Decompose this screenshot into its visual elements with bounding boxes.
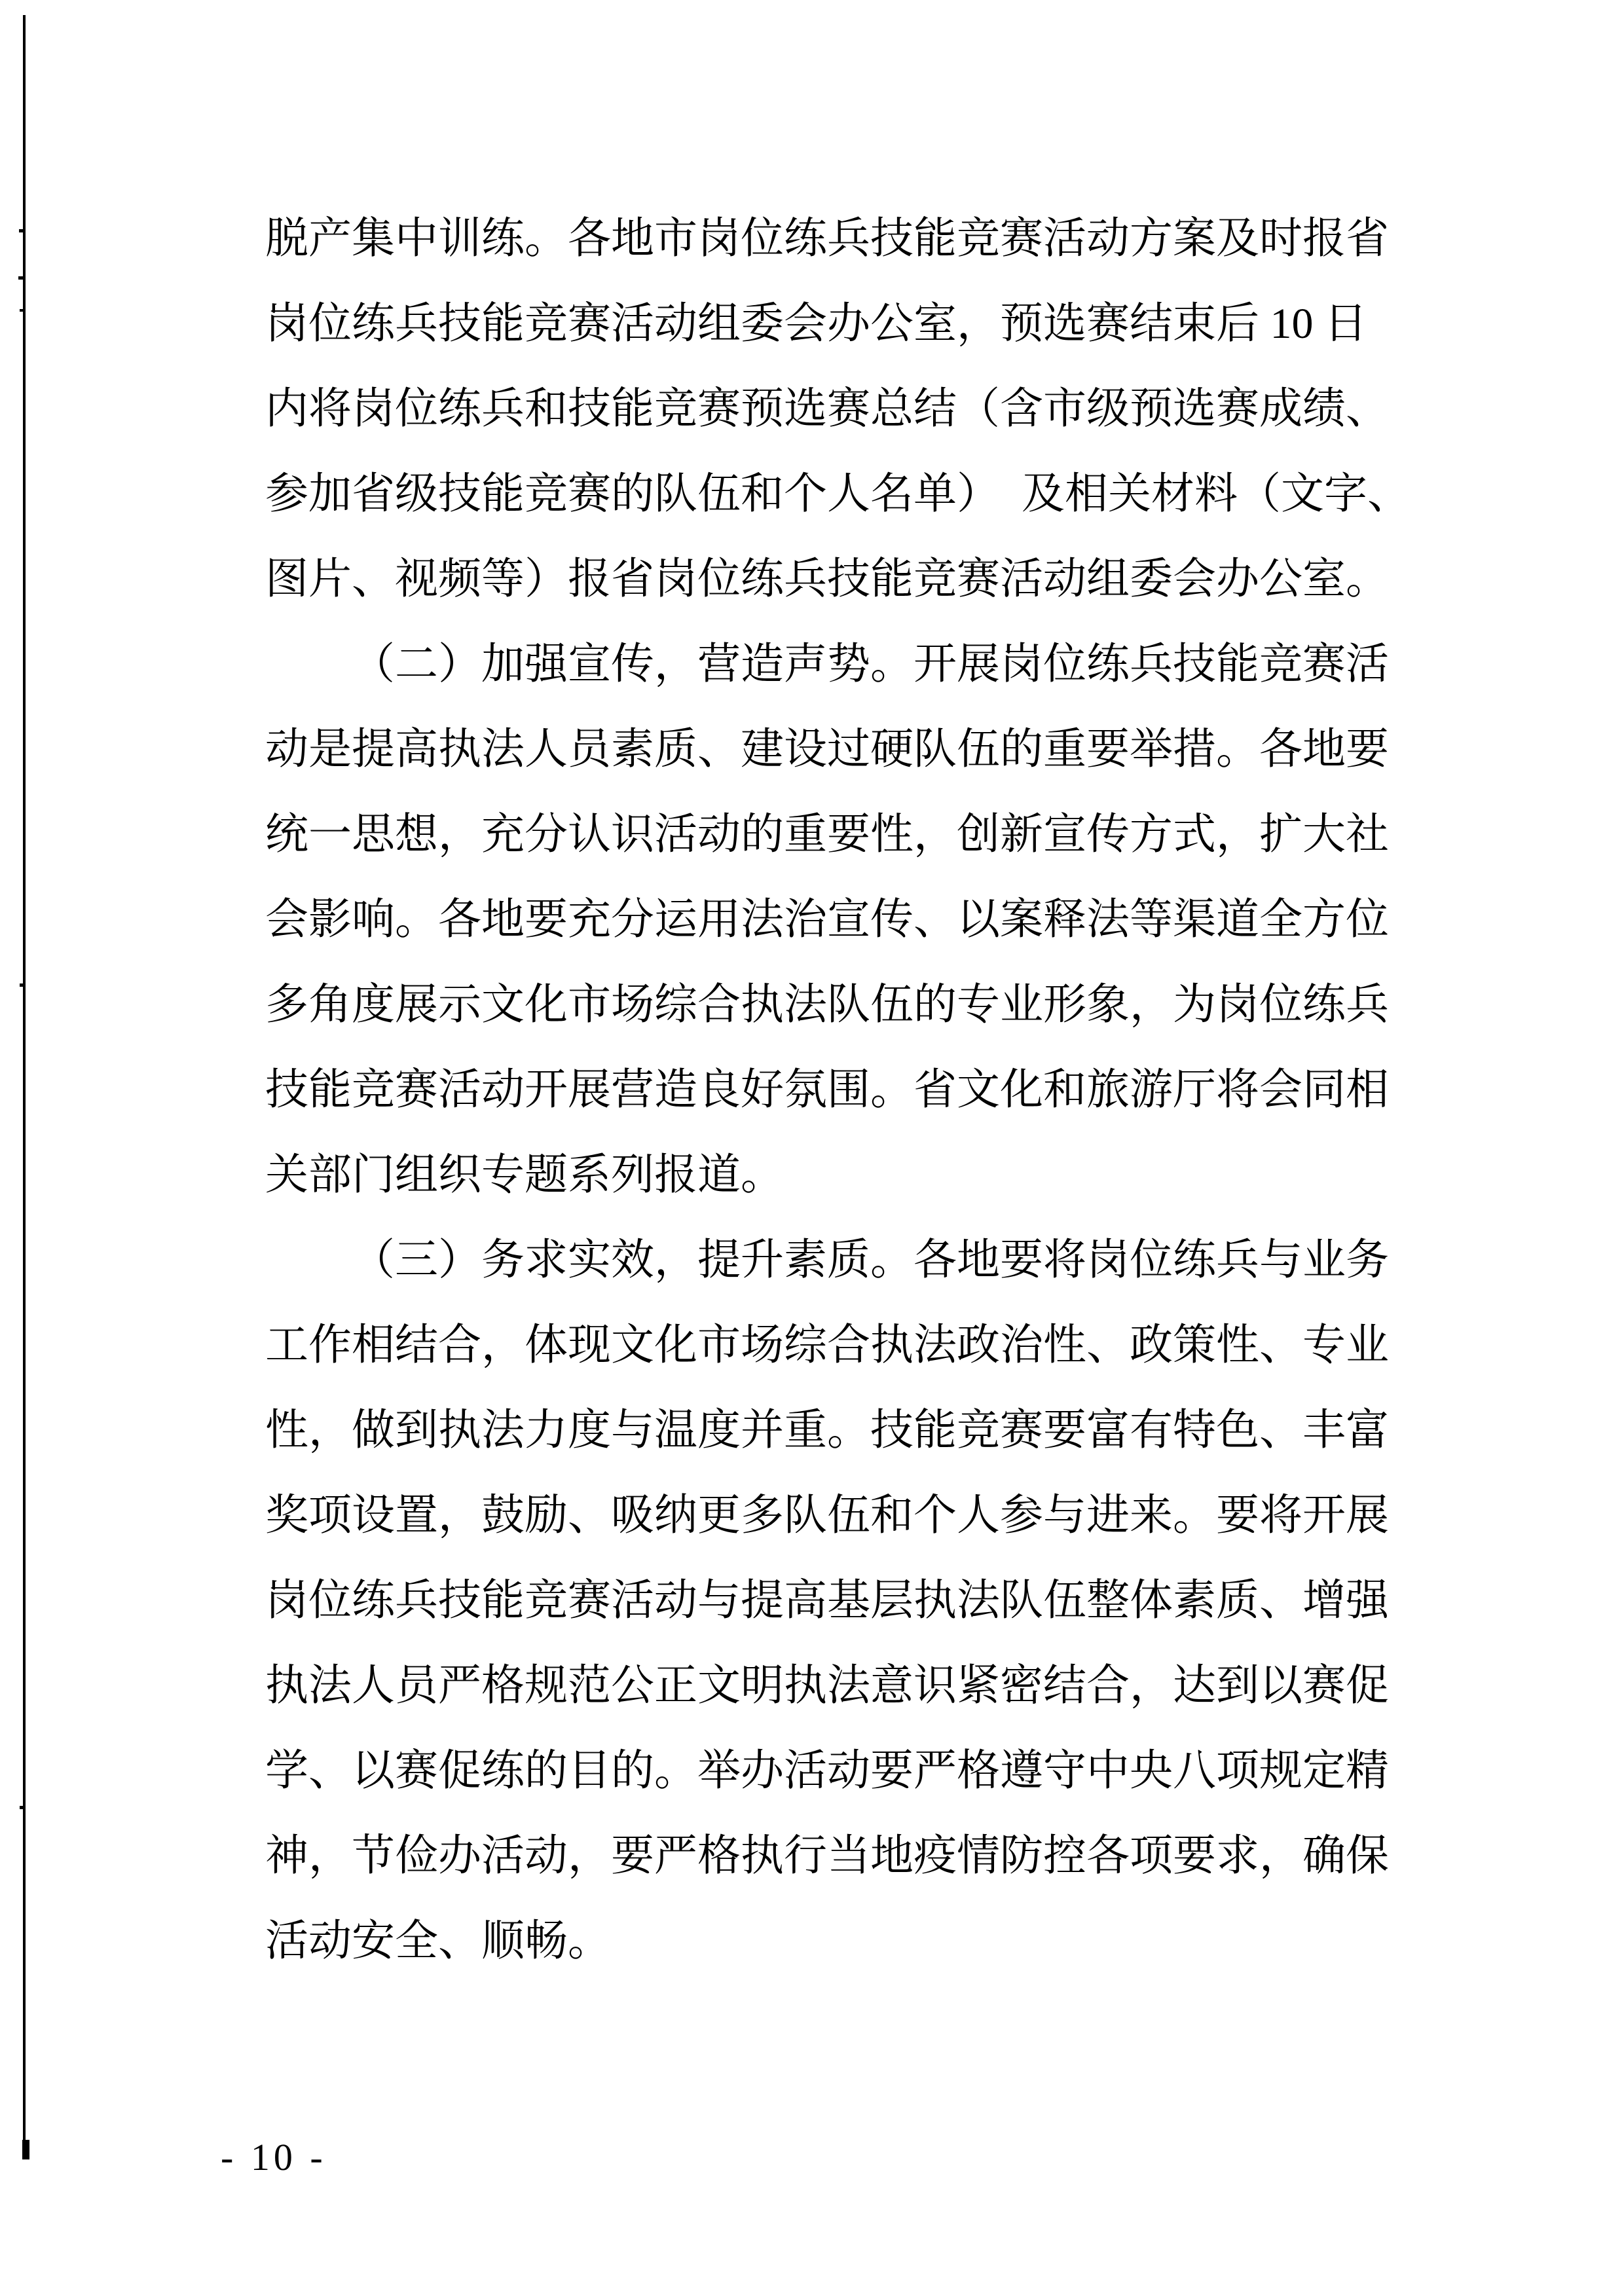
text-line: （二）加强宣传，营造声势。开展岗位练兵技能竞赛活 xyxy=(352,640,1389,688)
text-line: 动是提高执法人员素质、建设过硬队伍的重要举措。各地要 xyxy=(265,725,1389,773)
page-number: - 10 - xyxy=(221,2136,327,2178)
text-line: 多角度展示文化市场综合执法队伍的专业形象，为岗位练兵 xyxy=(265,981,1389,1029)
text-line: 关部门组织专题系列报道。 xyxy=(265,1151,784,1199)
text-line: （三）务求实效，提升素质。各地要将岗位练兵与业务 xyxy=(352,1236,1389,1284)
text-line: 性，做到执法力度与温度并重。技能竞赛要富有特色、丰富 xyxy=(265,1406,1389,1454)
scan-noise xyxy=(19,229,24,232)
left-margin-rule xyxy=(23,15,26,2157)
text-line: 图片、视频等）报省岗位练兵技能竞赛活动组委会办公室。 xyxy=(265,555,1389,603)
scan-noise xyxy=(20,983,24,987)
text-line: 执法人员严格规范公正文明执法意识紧密结合，达到以赛促 xyxy=(265,1662,1389,1710)
text-line: 脱产集中训练。各地市岗位练兵技能竞赛活动方案及时报省 xyxy=(265,215,1389,263)
text-line: 神，节俭办活动，要严格执行当地疫情防控各项要求，确保 xyxy=(265,1832,1389,1880)
scan-noise xyxy=(18,276,24,280)
text-line: 奖项设置，鼓励、吸纳更多队伍和个人参与进来。要将开展 xyxy=(265,1492,1389,1539)
text-line: 活动安全、顺畅。 xyxy=(265,1917,611,1965)
text-line: 统一思想，充分认识活动的重要性，创新宣传方式，扩大社 xyxy=(265,811,1389,858)
text-line: 参加省级技能竞赛的队伍和个人名单） 及相关材料（文字、 xyxy=(265,470,1411,518)
text-line: 内将岗位练兵和技能竞赛预选赛总结（含市级预选赛成绩、 xyxy=(265,385,1389,433)
scan-noise xyxy=(22,2140,29,2159)
text-line: 会影响。各地要充分运用法治宣传、以案释法等渠道全方位 xyxy=(265,896,1389,944)
text-line: 技能竞赛活动开展营造良好氛围。省文化和旅游厅将会同相 xyxy=(265,1066,1389,1114)
text-line: 岗位练兵技能竞赛活动与提高基层执法队伍整体素质、增强 xyxy=(265,1577,1389,1625)
scan-noise xyxy=(20,1806,24,1809)
text-line: 工作相结合，体现文化市场综合执法政治性、政策性、专业 xyxy=(265,1321,1389,1369)
text-line: 岗位练兵技能竞赛活动组委会办公室，预选赛结束后 10 日 xyxy=(265,300,1367,348)
scan-noise xyxy=(20,309,24,312)
text-line: 学、以赛促练的目的。举办活动要严格遵守中央八项规定精 xyxy=(265,1747,1389,1795)
body-text xyxy=(265,196,1411,1984)
